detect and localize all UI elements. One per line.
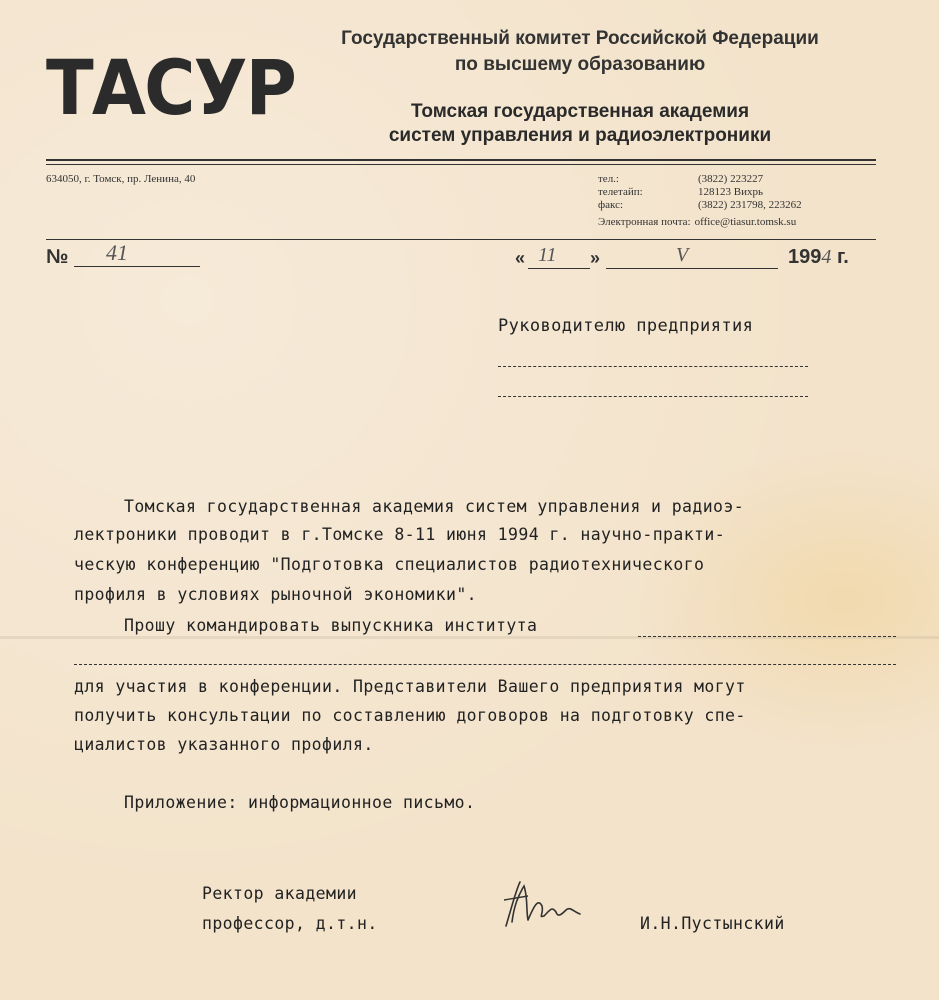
year-suffix: 4 xyxy=(821,246,832,268)
email-value: office@tiasur.tomsk.su xyxy=(694,216,797,228)
date-close-quote: » xyxy=(590,248,601,268)
year-prefix: 199 xyxy=(788,246,822,268)
contact-value: 128123 Вихрь xyxy=(698,186,763,198)
number-line xyxy=(74,266,200,267)
body-line-3: ческую конференцию "Подготовка специалистов радиотехнического xyxy=(74,555,705,574)
contact-row xyxy=(598,186,796,199)
email-label: Электронная почта: xyxy=(598,216,691,228)
request-blank-2 xyxy=(74,664,896,665)
attachment: Приложение: информационное письмо. xyxy=(124,793,476,812)
contact-value: (3822) 231798, 223262 xyxy=(698,199,802,211)
date-month: V xyxy=(676,244,689,266)
logo: ТАСУР xyxy=(46,43,296,132)
handwritten-signature xyxy=(498,876,588,936)
body-line-2: лектроники проводит в г.Томске 8-11 июня 1994 г. научно-практи- xyxy=(74,525,726,544)
academy-line-2: систем управления и радиоэлектроники xyxy=(388,125,772,146)
year-end: г. xyxy=(836,246,849,268)
header-rule-thin xyxy=(46,164,876,165)
body-line-1: Томская государственная академия систем управления и радиоэ- xyxy=(124,497,745,516)
committee-line-1: Государственный комитет Российской Федерации xyxy=(341,28,819,49)
addressee-blank-2 xyxy=(498,396,808,397)
contact-label: факс: xyxy=(598,199,624,211)
body-line-4: профиля в условиях рыночной экономики". xyxy=(74,585,478,604)
number-value: 41 xyxy=(106,240,128,265)
date-year xyxy=(788,246,849,269)
contact-row xyxy=(598,212,797,228)
body-line-7: циалистов указанного профиля. xyxy=(74,735,374,754)
signer-title-2: профессор, д.т.н. xyxy=(202,914,378,933)
body-line-6: получить консультации по составлению договоров на подготовку спе- xyxy=(74,706,746,725)
committee-line-2: по высшему образованию xyxy=(454,54,706,75)
addressee-blank-1 xyxy=(498,366,808,367)
contact-label: телетайп: xyxy=(598,186,643,198)
committee-heading xyxy=(300,26,860,78)
date-open-quote: « xyxy=(515,248,526,268)
contacts-rule xyxy=(46,239,876,240)
addressee: Руководителю предприятия xyxy=(498,316,754,336)
request-blank-1 xyxy=(638,636,896,637)
request-text: Прошу командировать выпускника института xyxy=(124,616,538,635)
contact-row xyxy=(598,173,796,186)
date-month-line xyxy=(606,268,778,269)
number-label: № xyxy=(46,246,69,268)
body-line-5: для участия в конференции. Представители Вашего предприятия могут xyxy=(74,677,746,696)
contact-row xyxy=(598,199,802,212)
contacts-block xyxy=(598,173,802,228)
contact-value: (3822) 223227 xyxy=(698,173,764,185)
signer-name: И.Н.Пустынский xyxy=(640,914,785,933)
signer-title-1: Ректор академии xyxy=(202,884,358,903)
academy-heading xyxy=(300,100,860,148)
address: 634050, г. Томск, пр. Ленина, 40 xyxy=(46,173,196,185)
academy-line-1: Томская государственная академия xyxy=(410,101,750,122)
header-rule-thick xyxy=(46,159,876,161)
date-day-line xyxy=(528,268,590,269)
contact-label: тел.: xyxy=(598,173,619,185)
date-day: 11 xyxy=(538,244,557,266)
